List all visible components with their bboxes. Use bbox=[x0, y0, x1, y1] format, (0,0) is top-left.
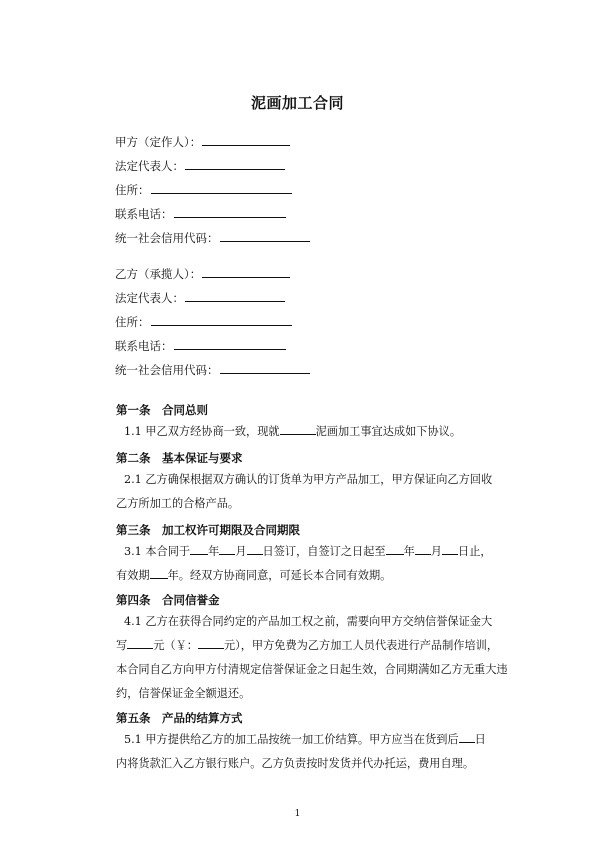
article-2-title: 第二条 基本保证与要求 bbox=[116, 451, 243, 465]
party-b-rep-blank[interactable] bbox=[185, 287, 285, 302]
article-1-body bbox=[116, 420, 491, 444]
party-b-name-blank[interactable] bbox=[202, 263, 290, 278]
text-segment: 3.1 本合同于 bbox=[124, 545, 191, 558]
article-4-line-1: 4.1 乙方在获得合同约定的产品加工权之前，需要向甲方交纳信誉保证金大 bbox=[124, 615, 493, 628]
party-b-phone-label: 联系电话： bbox=[115, 339, 173, 353]
text-segment: 日止， bbox=[458, 545, 492, 558]
article-4-body bbox=[116, 610, 508, 706]
text-segment: 5.1 甲方提供给乙方的加工品按统一加工价结算。甲方应当在货到后 bbox=[124, 733, 459, 746]
text-segment: 年 bbox=[208, 545, 220, 558]
party-a-address-blank[interactable] bbox=[151, 179, 292, 194]
party-b-rep-row bbox=[115, 286, 475, 310]
fill-blank[interactable] bbox=[219, 542, 235, 555]
article-3-line-1 bbox=[116, 540, 491, 564]
article-5-title: 第五条 产品的结算方式 bbox=[116, 711, 243, 725]
party-a-name-blank[interactable] bbox=[202, 131, 290, 146]
fill-blank[interactable] bbox=[247, 542, 263, 555]
fill-blank[interactable] bbox=[280, 422, 316, 435]
article-4-line-3: 本合同自乙方向甲方付清规定信誉保证金之日起生效，合同期满如乙方无重大违 bbox=[116, 663, 508, 676]
party-a-address-label: 住所： bbox=[115, 183, 150, 197]
text-segment: 日签订，自签订之日起至 bbox=[262, 545, 386, 558]
party-b-address-row bbox=[115, 310, 475, 334]
party-b-credit-code-label: 统一社会信用代码： bbox=[115, 363, 219, 377]
text-segment: 年 bbox=[403, 545, 415, 558]
party-b-rep-label: 法定代表人： bbox=[115, 291, 184, 305]
text-segment: 年。经双方协商同意，可延长本合同有效期。 bbox=[167, 569, 392, 582]
article-1-title: 第一条 合同总则 bbox=[116, 403, 208, 417]
page-number: 1 bbox=[294, 809, 301, 819]
fill-blank[interactable] bbox=[415, 542, 431, 555]
fill-blank[interactable] bbox=[386, 542, 404, 555]
article-2-line-2: 乙方所加工的合格产品。 bbox=[116, 497, 240, 510]
fill-blank[interactable] bbox=[459, 730, 475, 743]
article-5-line-1 bbox=[116, 728, 491, 752]
text-segment: 元（￥： bbox=[153, 639, 198, 652]
article-3-title: 第三条 加工权许可期限及合同期限 bbox=[116, 523, 300, 537]
article-1-line-1 bbox=[116, 420, 491, 444]
article-4-line-2 bbox=[116, 634, 499, 658]
party-b-address-label: 住所： bbox=[115, 315, 150, 329]
party-a-credit-code-blank[interactable] bbox=[220, 227, 310, 242]
article-2-body bbox=[116, 468, 491, 516]
party-a-rep-row bbox=[115, 154, 475, 178]
party-a-phone-row bbox=[115, 202, 475, 226]
text-segment: 写 bbox=[116, 639, 128, 652]
text-segment: 泥画加工事宜达成如下协议。 bbox=[315, 425, 462, 438]
text-segment: 元），甲方免费为乙方加工人员代表进行产品制作培训， bbox=[223, 639, 499, 652]
fill-blank[interactable] bbox=[127, 636, 153, 649]
article-5-line-2: 内将货款汇入乙方银行账户。乙方负责按时发货并代办托运，费用自理。 bbox=[116, 757, 475, 770]
article-3-body bbox=[116, 540, 491, 588]
party-a-phone-label: 联系电话： bbox=[115, 207, 173, 221]
fill-blank[interactable] bbox=[442, 542, 458, 555]
party-a-credit-code-row bbox=[115, 226, 475, 250]
party-a-name-label: 甲方（定作人）： bbox=[115, 135, 202, 149]
party-b-credit-code-blank[interactable] bbox=[220, 359, 310, 374]
party-a-rep-label: 法定代表人： bbox=[115, 159, 184, 173]
fill-blank[interactable] bbox=[190, 542, 208, 555]
party-a-block bbox=[115, 130, 475, 250]
fill-blank[interactable] bbox=[198, 636, 224, 649]
article-2-line-1: 2.1 乙方确保根据双方确认的订货单为甲方产品加工，甲方保证向乙方回收 bbox=[124, 473, 493, 486]
party-a-credit-code-label: 统一社会信用代码： bbox=[115, 231, 219, 245]
article-5-body bbox=[116, 728, 491, 776]
article-3-line-2 bbox=[116, 564, 491, 588]
party-b-name-label: 乙方（承揽人）： bbox=[115, 267, 202, 281]
party-b-address-blank[interactable] bbox=[151, 311, 292, 326]
text-segment: 月 bbox=[235, 545, 247, 558]
party-b-credit-code-row bbox=[115, 358, 475, 382]
page-title: 泥画加工合同 bbox=[250, 94, 344, 112]
party-a-phone-blank[interactable] bbox=[174, 203, 286, 218]
text-segment: 月 bbox=[430, 545, 442, 558]
party-a-rep-blank[interactable] bbox=[185, 155, 285, 170]
party-b-name-row bbox=[115, 262, 475, 286]
party-b-phone-blank[interactable] bbox=[174, 335, 286, 350]
text-segment: 有效期 bbox=[116, 569, 150, 582]
party-a-name-row bbox=[115, 130, 475, 154]
text-segment: 日 bbox=[474, 733, 486, 746]
party-b-phone-row bbox=[115, 334, 475, 358]
article-4-line-4: 约，信誉保证金全额退还。 bbox=[116, 687, 251, 700]
text-segment: 1.1 甲乙双方经协商一致，现就 bbox=[124, 425, 280, 438]
party-b-block bbox=[115, 262, 475, 382]
party-a-address-row bbox=[115, 178, 475, 202]
fill-blank[interactable] bbox=[150, 566, 168, 579]
article-4-title: 第四条 合同信誉金 bbox=[116, 593, 220, 607]
